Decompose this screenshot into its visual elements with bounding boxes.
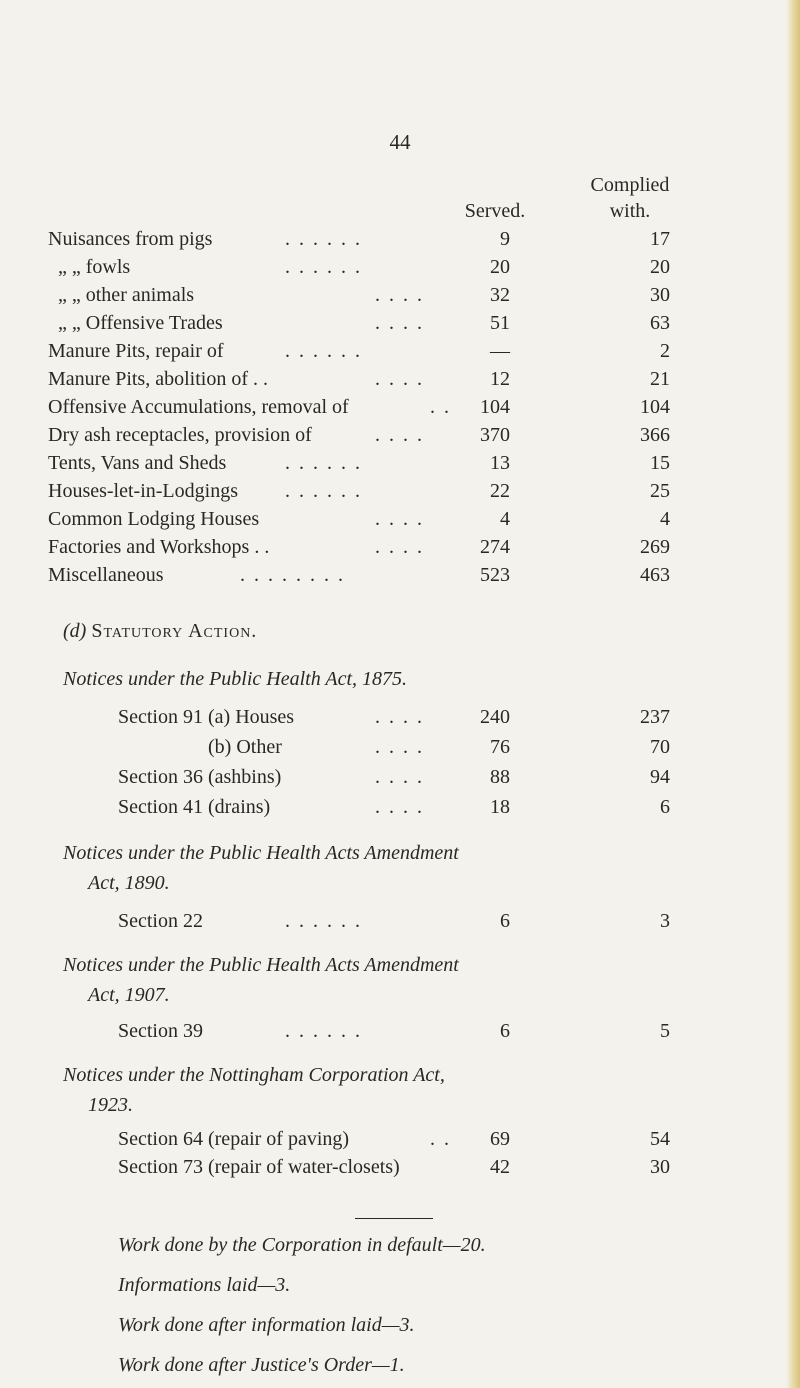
act-title-line1: Notices under the Public Health Acts Amendment <box>63 842 459 864</box>
header-served: Served. <box>464 200 526 222</box>
table-row <box>0 396 800 424</box>
section-prefix: (d) <box>63 620 87 642</box>
table-row <box>0 312 800 340</box>
row-label: Section 22 <box>118 910 203 932</box>
leader-dots: . . . . <box>375 736 424 758</box>
row-served: 13 <box>490 452 510 474</box>
table-row <box>0 910 800 938</box>
row-label: Houses-let-in-Lodgings <box>48 480 238 502</box>
row-complied: 366 <box>640 424 670 446</box>
table-row <box>0 228 800 256</box>
row-served: 104 <box>480 396 510 418</box>
row-label: Section 39 <box>118 1020 203 1042</box>
table-row <box>0 284 800 312</box>
row-label: Offensive Accumulations, removal of <box>48 396 349 418</box>
leader-dots: . . . . . . <box>285 480 362 502</box>
row-label: Manure Pits, repair of <box>48 340 224 362</box>
row-served: 6 <box>500 910 510 932</box>
divider-rule <box>355 1218 433 1219</box>
table-row <box>0 564 800 592</box>
table-row <box>0 508 800 536</box>
act-title-1923 <box>63 1060 445 1120</box>
row-served: 69 <box>490 1128 510 1150</box>
table-row <box>0 424 800 452</box>
row-complied: 63 <box>650 312 670 334</box>
row-label: „ „ Offensive Trades <box>58 312 223 334</box>
leader-dots: . . <box>430 396 451 418</box>
row-complied: 237 <box>640 706 670 728</box>
leader-dots: . . <box>430 1128 451 1150</box>
leader-dots: . . . . <box>375 312 424 334</box>
row-served: 22 <box>490 480 510 502</box>
table-row <box>0 452 800 480</box>
act-title-1875: Notices under the Public Health Act, 1875. <box>63 668 408 690</box>
row-complied: 4 <box>660 508 670 530</box>
row-complied: 2 <box>660 340 670 362</box>
act-title-line2: Act, 1907. <box>88 984 170 1006</box>
row-served: 9 <box>500 228 510 250</box>
act-title-line2: 1923. <box>88 1094 133 1116</box>
act-title-1907 <box>63 950 459 1010</box>
page-number: 44 <box>389 130 411 154</box>
row-label: Miscellaneous <box>48 564 164 586</box>
leader-dots: . . . . . . <box>285 256 362 278</box>
leader-dots: . . . . <box>375 796 424 818</box>
footer-note: Work done after information laid—3. <box>118 1314 415 1336</box>
row-label: Factories and Workshops . . <box>48 536 270 558</box>
row-served: 12 <box>490 368 510 390</box>
leader-dots: . . . . <box>375 424 424 446</box>
leader-dots: . . . . . . <box>285 228 362 250</box>
row-complied: 25 <box>650 480 670 502</box>
table-row <box>0 480 800 508</box>
row-complied: 30 <box>650 284 670 306</box>
row-served: 51 <box>490 312 510 334</box>
act-title-1890 <box>63 838 459 898</box>
leader-dots: . . . . . . <box>285 340 362 362</box>
table-row <box>0 706 800 734</box>
leader-dots: . . . . <box>375 284 424 306</box>
table-row <box>0 766 800 794</box>
footer-note: Informations laid—3. <box>118 1274 291 1296</box>
row-label: „ „ fowls <box>58 256 131 278</box>
row-served: 76 <box>490 736 510 758</box>
row-served: 523 <box>480 564 510 586</box>
row-label: Section 73 (repair of water-closets) <box>118 1156 400 1178</box>
row-label: Tents, Vans and Sheds <box>48 452 227 474</box>
table-row <box>0 796 800 824</box>
leader-dots: . . . . <box>375 706 424 728</box>
row-complied: 463 <box>640 564 670 586</box>
row-served: 20 <box>490 256 510 278</box>
row-complied: 54 <box>650 1128 670 1150</box>
row-complied: 15 <box>650 452 670 474</box>
act-title-line1: Notices under the Nottingham Corporation Act, <box>63 1064 445 1086</box>
row-served: 32 <box>490 284 510 306</box>
row-complied: 20 <box>650 256 670 278</box>
table-row <box>0 1020 800 1048</box>
row-label: Common Lodging Houses <box>48 508 260 530</box>
table-row <box>0 256 800 284</box>
row-complied: 21 <box>650 368 670 390</box>
row-label: Section 41 (drains) <box>118 796 271 818</box>
row-label: Nuisances from pigs <box>48 228 213 250</box>
header-complied-line1: Complied <box>590 174 670 196</box>
footer-note: Work done by the Corporation in default—20. <box>118 1234 486 1256</box>
leader-dots: . . . . . . <box>285 910 362 932</box>
act-title-line2: Act, 1890. <box>88 872 170 894</box>
leader-dots: . . . . . . . . <box>240 564 345 586</box>
row-complied: 6 <box>660 796 670 818</box>
leader-dots: . . . . <box>375 766 424 788</box>
table-row <box>0 1128 800 1156</box>
section-heading <box>63 616 257 646</box>
leader-dots: . . . . . . <box>285 452 362 474</box>
row-served: 6 <box>500 1020 510 1042</box>
row-label: Manure Pits, abolition of . . <box>48 368 268 390</box>
act-title-line1: Notices under the Public Health Acts Amendment <box>63 954 459 976</box>
row-served: 18 <box>490 796 510 818</box>
table-row <box>0 368 800 396</box>
table-row <box>0 736 800 764</box>
row-complied: 30 <box>650 1156 670 1178</box>
row-label: (b) Other <box>208 736 282 758</box>
leader-dots: . . . . <box>375 368 424 390</box>
section-title: Statutory Action. <box>91 620 258 642</box>
leader-dots: . . . . <box>375 508 424 530</box>
row-label: Dry ash receptacles, provision of <box>48 424 312 446</box>
row-complied: 104 <box>640 396 670 418</box>
row-label: Section 64 (repair of paving) <box>118 1128 350 1150</box>
row-complied: 269 <box>640 536 670 558</box>
table-row <box>0 1156 800 1184</box>
row-complied: 70 <box>650 736 670 758</box>
row-complied: 94 <box>650 766 670 788</box>
header-complied <box>560 172 700 224</box>
row-served: 88 <box>490 766 510 788</box>
footer-note: Work done after Justice's Order—1. <box>118 1354 405 1376</box>
leader-dots: . . . . . . <box>285 1020 362 1042</box>
row-complied: 5 <box>660 1020 670 1042</box>
row-label: „ „ other animals <box>58 284 195 306</box>
row-served: — <box>490 340 510 362</box>
row-served: 4 <box>500 508 510 530</box>
row-served: 42 <box>490 1156 510 1178</box>
leader-dots: . . . . <box>375 536 424 558</box>
row-served: 274 <box>480 536 510 558</box>
row-complied: 3 <box>660 910 670 932</box>
row-label: Section 36 (ashbins) <box>118 766 282 788</box>
row-label: Section 91 (a) Houses <box>118 706 295 728</box>
table-row <box>0 340 800 368</box>
row-complied: 17 <box>650 228 670 250</box>
header-complied-line2: with. <box>609 200 651 222</box>
row-served: 240 <box>480 706 510 728</box>
table-row <box>0 536 800 564</box>
row-served: 370 <box>480 424 510 446</box>
